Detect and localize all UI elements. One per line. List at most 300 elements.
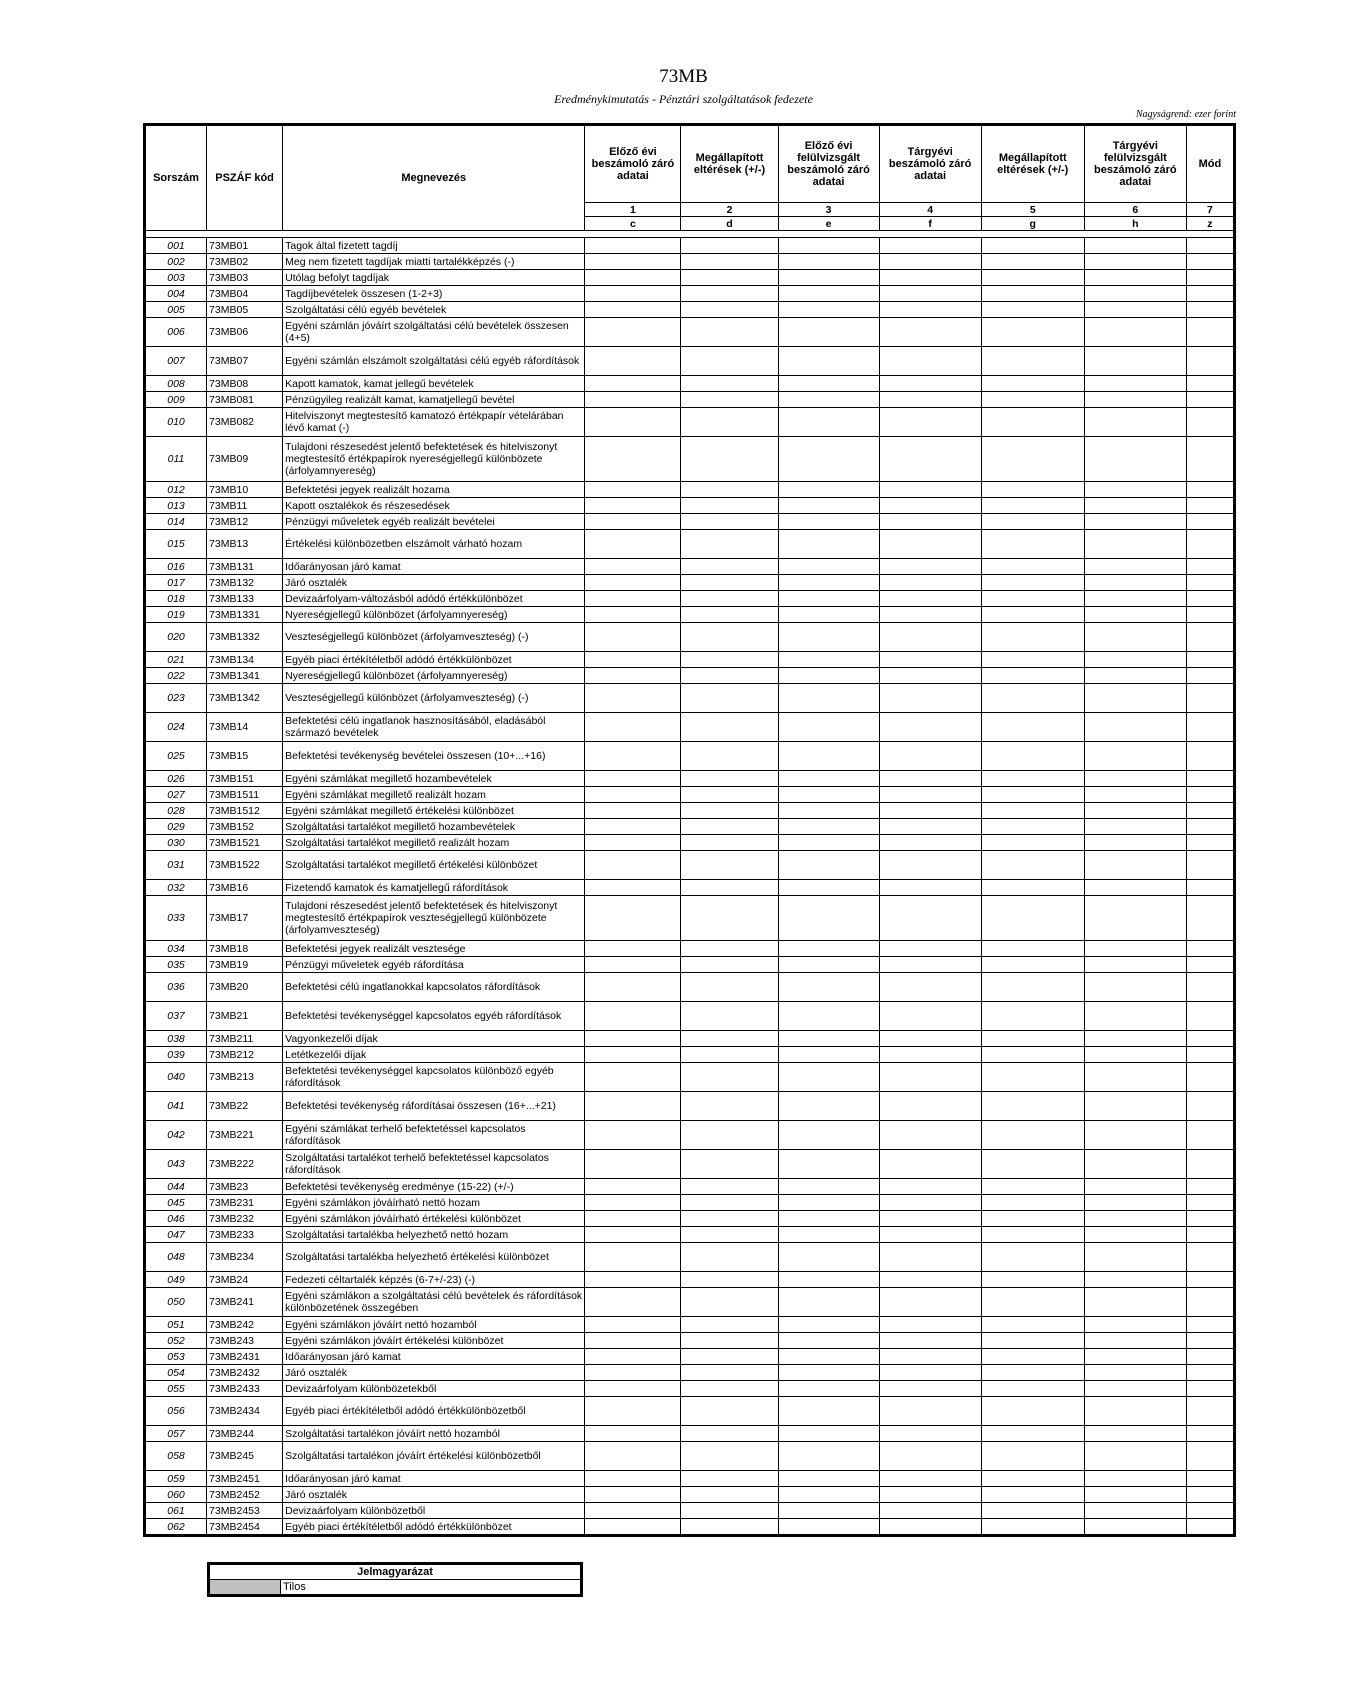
value-cell-col-3[interactable]: [778, 530, 879, 559]
value-cell-col-3[interactable]: [778, 1503, 879, 1519]
value-cell-col-3[interactable]: [778, 1365, 879, 1381]
value-cell-col-5[interactable]: [981, 270, 1084, 286]
value-cell-col-7[interactable]: [1186, 559, 1234, 575]
value-cell-col-1[interactable]: [585, 835, 681, 851]
value-cell-col-4[interactable]: [879, 1047, 981, 1063]
value-cell-col-2[interactable]: [681, 771, 778, 787]
value-cell-col-7[interactable]: [1186, 713, 1234, 742]
value-cell-col-3[interactable]: [778, 941, 879, 957]
value-cell-col-2[interactable]: [681, 408, 778, 437]
value-cell-col-2[interactable]: [681, 835, 778, 851]
value-cell-col-1[interactable]: [585, 941, 681, 957]
value-cell-col-1[interactable]: [585, 392, 681, 408]
value-cell-col-3[interactable]: [778, 1333, 879, 1349]
value-cell-col-7[interactable]: [1186, 1195, 1234, 1211]
value-cell-col-4[interactable]: [879, 408, 981, 437]
value-cell-col-5[interactable]: [981, 591, 1084, 607]
value-cell-col-5[interactable]: [981, 880, 1084, 896]
value-cell-col-3[interactable]: [778, 1211, 879, 1227]
value-cell-col-6[interactable]: [1084, 607, 1186, 623]
value-cell-col-4[interactable]: [879, 376, 981, 392]
value-cell-col-2[interactable]: [681, 880, 778, 896]
value-cell-col-3[interactable]: [778, 819, 879, 835]
value-cell-col-4[interactable]: [879, 771, 981, 787]
value-cell-col-6[interactable]: [1084, 514, 1186, 530]
value-cell-col-5[interactable]: [981, 771, 1084, 787]
value-cell-col-6[interactable]: [1084, 591, 1186, 607]
value-cell-col-7[interactable]: [1186, 408, 1234, 437]
value-cell-col-7[interactable]: [1186, 591, 1234, 607]
value-cell-col-1[interactable]: [585, 1179, 681, 1195]
value-cell-col-1[interactable]: [585, 302, 681, 318]
value-cell-col-6[interactable]: [1084, 1333, 1186, 1349]
value-cell-col-1[interactable]: [585, 1031, 681, 1047]
value-cell-col-1[interactable]: [585, 254, 681, 270]
value-cell-col-2[interactable]: [681, 1150, 778, 1179]
value-cell-col-5[interactable]: [981, 1381, 1084, 1397]
value-cell-col-5[interactable]: [981, 1002, 1084, 1031]
value-cell-col-4[interactable]: [879, 270, 981, 286]
value-cell-col-7[interactable]: [1186, 1397, 1234, 1426]
value-cell-col-2[interactable]: [681, 1381, 778, 1397]
value-cell-col-5[interactable]: [981, 302, 1084, 318]
value-cell-col-7[interactable]: [1186, 482, 1234, 498]
value-cell-col-6[interactable]: [1084, 1211, 1186, 1227]
value-cell-col-6[interactable]: [1084, 286, 1186, 302]
value-cell-col-7[interactable]: [1186, 880, 1234, 896]
value-cell-col-1[interactable]: [585, 1519, 681, 1536]
value-cell-col-4[interactable]: [879, 1092, 981, 1121]
value-cell-col-4[interactable]: [879, 835, 981, 851]
value-cell-col-1[interactable]: [585, 1047, 681, 1063]
value-cell-col-1[interactable]: [585, 347, 681, 376]
value-cell-col-3[interactable]: [778, 1227, 879, 1243]
value-cell-col-2[interactable]: [681, 302, 778, 318]
value-cell-col-7[interactable]: [1186, 787, 1234, 803]
value-cell-col-5[interactable]: [981, 575, 1084, 591]
value-cell-col-4[interactable]: [879, 880, 981, 896]
value-cell-col-2[interactable]: [681, 1288, 778, 1317]
value-cell-col-2[interactable]: [681, 1471, 778, 1487]
value-cell-col-3[interactable]: [778, 376, 879, 392]
value-cell-col-2[interactable]: [681, 684, 778, 713]
value-cell-col-5[interactable]: [981, 437, 1084, 482]
value-cell-col-3[interactable]: [778, 514, 879, 530]
value-cell-col-2[interactable]: [681, 238, 778, 254]
value-cell-col-7[interactable]: [1186, 318, 1234, 347]
value-cell-col-1[interactable]: [585, 1365, 681, 1381]
value-cell-col-1[interactable]: [585, 668, 681, 684]
value-cell-col-1[interactable]: [585, 376, 681, 392]
value-cell-col-5[interactable]: [981, 835, 1084, 851]
value-cell-col-7[interactable]: [1186, 1519, 1234, 1536]
value-cell-col-6[interactable]: [1084, 851, 1186, 880]
value-cell-col-2[interactable]: [681, 713, 778, 742]
value-cell-col-5[interactable]: [981, 623, 1084, 652]
value-cell-col-5[interactable]: [981, 1349, 1084, 1365]
value-cell-col-4[interactable]: [879, 1519, 981, 1536]
value-cell-col-1[interactable]: [585, 896, 681, 941]
value-cell-col-2[interactable]: [681, 1365, 778, 1381]
value-cell-col-5[interactable]: [981, 1063, 1084, 1092]
value-cell-col-5[interactable]: [981, 318, 1084, 347]
value-cell-col-3[interactable]: [778, 254, 879, 270]
value-cell-col-3[interactable]: [778, 607, 879, 623]
value-cell-col-3[interactable]: [778, 803, 879, 819]
value-cell-col-7[interactable]: [1186, 254, 1234, 270]
value-cell-col-7[interactable]: [1186, 896, 1234, 941]
value-cell-col-1[interactable]: [585, 1288, 681, 1317]
value-cell-col-4[interactable]: [879, 1121, 981, 1150]
value-cell-col-5[interactable]: [981, 668, 1084, 684]
value-cell-col-6[interactable]: [1084, 482, 1186, 498]
value-cell-col-5[interactable]: [981, 1195, 1084, 1211]
value-cell-col-7[interactable]: [1186, 803, 1234, 819]
value-cell-col-7[interactable]: [1186, 1288, 1234, 1317]
value-cell-col-2[interactable]: [681, 514, 778, 530]
value-cell-col-2[interactable]: [681, 591, 778, 607]
value-cell-col-3[interactable]: [778, 1179, 879, 1195]
value-cell-col-5[interactable]: [981, 530, 1084, 559]
value-cell-col-2[interactable]: [681, 896, 778, 941]
value-cell-col-7[interactable]: [1186, 819, 1234, 835]
value-cell-col-7[interactable]: [1186, 1442, 1234, 1471]
value-cell-col-6[interactable]: [1084, 1288, 1186, 1317]
value-cell-col-7[interactable]: [1186, 1349, 1234, 1365]
value-cell-col-6[interactable]: [1084, 376, 1186, 392]
value-cell-col-5[interactable]: [981, 1503, 1084, 1519]
value-cell-col-6[interactable]: [1084, 1092, 1186, 1121]
value-cell-col-2[interactable]: [681, 1227, 778, 1243]
value-cell-col-1[interactable]: [585, 1503, 681, 1519]
value-cell-col-4[interactable]: [879, 623, 981, 652]
value-cell-col-6[interactable]: [1084, 1442, 1186, 1471]
value-cell-col-7[interactable]: [1186, 835, 1234, 851]
value-cell-col-2[interactable]: [681, 742, 778, 771]
value-cell-col-5[interactable]: [981, 1442, 1084, 1471]
value-cell-col-3[interactable]: [778, 1031, 879, 1047]
value-cell-col-2[interactable]: [681, 376, 778, 392]
value-cell-col-5[interactable]: [981, 957, 1084, 973]
value-cell-col-7[interactable]: [1186, 575, 1234, 591]
value-cell-col-5[interactable]: [981, 1243, 1084, 1272]
value-cell-col-1[interactable]: [585, 575, 681, 591]
value-cell-col-2[interactable]: [681, 1031, 778, 1047]
value-cell-col-4[interactable]: [879, 668, 981, 684]
value-cell-col-1[interactable]: [585, 1121, 681, 1150]
value-cell-col-6[interactable]: [1084, 498, 1186, 514]
value-cell-col-2[interactable]: [681, 392, 778, 408]
value-cell-col-3[interactable]: [778, 318, 879, 347]
value-cell-col-2[interactable]: [681, 973, 778, 1002]
value-cell-col-6[interactable]: [1084, 408, 1186, 437]
value-cell-col-5[interactable]: [981, 742, 1084, 771]
value-cell-col-1[interactable]: [585, 408, 681, 437]
value-cell-col-1[interactable]: [585, 684, 681, 713]
value-cell-col-6[interactable]: [1084, 575, 1186, 591]
value-cell-col-5[interactable]: [981, 1487, 1084, 1503]
value-cell-col-2[interactable]: [681, 1317, 778, 1333]
value-cell-col-5[interactable]: [981, 1211, 1084, 1227]
value-cell-col-5[interactable]: [981, 851, 1084, 880]
value-cell-col-1[interactable]: [585, 318, 681, 347]
value-cell-col-4[interactable]: [879, 742, 981, 771]
value-cell-col-5[interactable]: [981, 376, 1084, 392]
value-cell-col-1[interactable]: [585, 851, 681, 880]
value-cell-col-5[interactable]: [981, 1047, 1084, 1063]
value-cell-col-6[interactable]: [1084, 530, 1186, 559]
value-cell-col-2[interactable]: [681, 1092, 778, 1121]
value-cell-col-1[interactable]: [585, 713, 681, 742]
value-cell-col-2[interactable]: [681, 1121, 778, 1150]
value-cell-col-4[interactable]: [879, 1272, 981, 1288]
value-cell-col-2[interactable]: [681, 787, 778, 803]
value-cell-col-2[interactable]: [681, 1047, 778, 1063]
value-cell-col-3[interactable]: [778, 1002, 879, 1031]
value-cell-col-5[interactable]: [981, 652, 1084, 668]
value-cell-col-5[interactable]: [981, 973, 1084, 1002]
value-cell-col-3[interactable]: [778, 957, 879, 973]
value-cell-col-4[interactable]: [879, 851, 981, 880]
value-cell-col-5[interactable]: [981, 559, 1084, 575]
value-cell-col-6[interactable]: [1084, 1227, 1186, 1243]
value-cell-col-5[interactable]: [981, 498, 1084, 514]
value-cell-col-2[interactable]: [681, 607, 778, 623]
value-cell-col-6[interactable]: [1084, 1121, 1186, 1150]
value-cell-col-5[interactable]: [981, 713, 1084, 742]
value-cell-col-4[interactable]: [879, 1333, 981, 1349]
value-cell-col-5[interactable]: [981, 482, 1084, 498]
value-cell-col-5[interactable]: [981, 1519, 1084, 1536]
value-cell-col-1[interactable]: [585, 1471, 681, 1487]
value-cell-col-3[interactable]: [778, 896, 879, 941]
value-cell-col-2[interactable]: [681, 575, 778, 591]
value-cell-col-5[interactable]: [981, 1179, 1084, 1195]
value-cell-col-6[interactable]: [1084, 803, 1186, 819]
value-cell-col-3[interactable]: [778, 1063, 879, 1092]
value-cell-col-3[interactable]: [778, 1121, 879, 1150]
value-cell-col-2[interactable]: [681, 530, 778, 559]
value-cell-col-7[interactable]: [1186, 957, 1234, 973]
value-cell-col-2[interactable]: [681, 1503, 778, 1519]
value-cell-col-7[interactable]: [1186, 1211, 1234, 1227]
value-cell-col-1[interactable]: [585, 652, 681, 668]
value-cell-col-2[interactable]: [681, 941, 778, 957]
value-cell-col-1[interactable]: [585, 957, 681, 973]
value-cell-col-3[interactable]: [778, 482, 879, 498]
value-cell-col-5[interactable]: [981, 1092, 1084, 1121]
value-cell-col-1[interactable]: [585, 973, 681, 1002]
value-cell-col-1[interactable]: [585, 530, 681, 559]
value-cell-col-1[interactable]: [585, 1002, 681, 1031]
value-cell-col-5[interactable]: [981, 1031, 1084, 1047]
value-cell-col-6[interactable]: [1084, 559, 1186, 575]
value-cell-col-1[interactable]: [585, 514, 681, 530]
value-cell-col-6[interactable]: [1084, 1002, 1186, 1031]
value-cell-col-6[interactable]: [1084, 941, 1186, 957]
value-cell-col-1[interactable]: [585, 437, 681, 482]
value-cell-col-2[interactable]: [681, 1519, 778, 1536]
value-cell-col-1[interactable]: [585, 559, 681, 575]
value-cell-col-6[interactable]: [1084, 957, 1186, 973]
value-cell-col-3[interactable]: [778, 559, 879, 575]
value-cell-col-7[interactable]: [1186, 238, 1234, 254]
value-cell-col-7[interactable]: [1186, 684, 1234, 713]
value-cell-col-4[interactable]: [879, 1288, 981, 1317]
value-cell-col-4[interactable]: [879, 591, 981, 607]
value-cell-col-2[interactable]: [681, 957, 778, 973]
value-cell-col-2[interactable]: [681, 1195, 778, 1211]
value-cell-col-4[interactable]: [879, 1487, 981, 1503]
value-cell-col-5[interactable]: [981, 941, 1084, 957]
value-cell-col-1[interactable]: [585, 742, 681, 771]
value-cell-col-4[interactable]: [879, 498, 981, 514]
value-cell-col-3[interactable]: [778, 286, 879, 302]
value-cell-col-7[interactable]: [1186, 771, 1234, 787]
value-cell-col-1[interactable]: [585, 803, 681, 819]
value-cell-col-3[interactable]: [778, 1092, 879, 1121]
value-cell-col-2[interactable]: [681, 347, 778, 376]
value-cell-col-7[interactable]: [1186, 437, 1234, 482]
value-cell-col-6[interactable]: [1084, 318, 1186, 347]
value-cell-col-6[interactable]: [1084, 1365, 1186, 1381]
value-cell-col-3[interactable]: [778, 270, 879, 286]
value-cell-col-7[interactable]: [1186, 1272, 1234, 1288]
value-cell-col-6[interactable]: [1084, 684, 1186, 713]
value-cell-col-7[interactable]: [1186, 1317, 1234, 1333]
value-cell-col-3[interactable]: [778, 1150, 879, 1179]
value-cell-col-6[interactable]: [1084, 787, 1186, 803]
value-cell-col-4[interactable]: [879, 973, 981, 1002]
value-cell-col-7[interactable]: [1186, 1121, 1234, 1150]
value-cell-col-7[interactable]: [1186, 1179, 1234, 1195]
value-cell-col-6[interactable]: [1084, 880, 1186, 896]
value-cell-col-7[interactable]: [1186, 1426, 1234, 1442]
value-cell-col-4[interactable]: [879, 530, 981, 559]
value-cell-col-1[interactable]: [585, 623, 681, 652]
value-cell-col-1[interactable]: [585, 1092, 681, 1121]
value-cell-col-6[interactable]: [1084, 347, 1186, 376]
value-cell-col-2[interactable]: [681, 1397, 778, 1426]
value-cell-col-6[interactable]: [1084, 623, 1186, 652]
value-cell-col-5[interactable]: [981, 1227, 1084, 1243]
value-cell-col-4[interactable]: [879, 254, 981, 270]
value-cell-col-6[interactable]: [1084, 1317, 1186, 1333]
value-cell-col-7[interactable]: [1186, 973, 1234, 1002]
value-cell-col-2[interactable]: [681, 1487, 778, 1503]
value-cell-col-4[interactable]: [879, 1031, 981, 1047]
value-cell-col-6[interactable]: [1084, 1195, 1186, 1211]
value-cell-col-3[interactable]: [778, 1243, 879, 1272]
value-cell-col-7[interactable]: [1186, 514, 1234, 530]
value-cell-col-4[interactable]: [879, 318, 981, 347]
value-cell-col-4[interactable]: [879, 1471, 981, 1487]
value-cell-col-3[interactable]: [778, 1519, 879, 1536]
value-cell-col-2[interactable]: [681, 623, 778, 652]
value-cell-col-7[interactable]: [1186, 1002, 1234, 1031]
value-cell-col-6[interactable]: [1084, 437, 1186, 482]
value-cell-col-2[interactable]: [681, 1002, 778, 1031]
value-cell-col-1[interactable]: [585, 591, 681, 607]
value-cell-col-1[interactable]: [585, 607, 681, 623]
value-cell-col-3[interactable]: [778, 713, 879, 742]
value-cell-col-4[interactable]: [879, 787, 981, 803]
value-cell-col-7[interactable]: [1186, 1471, 1234, 1487]
value-cell-col-7[interactable]: [1186, 1150, 1234, 1179]
value-cell-col-6[interactable]: [1084, 713, 1186, 742]
value-cell-col-1[interactable]: [585, 482, 681, 498]
value-cell-col-2[interactable]: [681, 1243, 778, 1272]
value-cell-col-5[interactable]: [981, 803, 1084, 819]
value-cell-col-2[interactable]: [681, 1333, 778, 1349]
value-cell-col-4[interactable]: [879, 1381, 981, 1397]
value-cell-col-2[interactable]: [681, 1211, 778, 1227]
value-cell-col-6[interactable]: [1084, 1272, 1186, 1288]
value-cell-col-1[interactable]: [585, 1426, 681, 1442]
value-cell-col-5[interactable]: [981, 347, 1084, 376]
value-cell-col-1[interactable]: [585, 1381, 681, 1397]
value-cell-col-3[interactable]: [778, 392, 879, 408]
value-cell-col-6[interactable]: [1084, 1031, 1186, 1047]
value-cell-col-3[interactable]: [778, 742, 879, 771]
value-cell-col-1[interactable]: [585, 1150, 681, 1179]
value-cell-col-7[interactable]: [1186, 1365, 1234, 1381]
value-cell-col-7[interactable]: [1186, 851, 1234, 880]
value-cell-col-4[interactable]: [879, 1179, 981, 1195]
value-cell-col-3[interactable]: [778, 1442, 879, 1471]
value-cell-col-4[interactable]: [879, 286, 981, 302]
value-cell-col-2[interactable]: [681, 270, 778, 286]
value-cell-col-5[interactable]: [981, 514, 1084, 530]
value-cell-col-1[interactable]: [585, 1063, 681, 1092]
value-cell-col-1[interactable]: [585, 1227, 681, 1243]
value-cell-col-2[interactable]: [681, 437, 778, 482]
value-cell-col-4[interactable]: [879, 1349, 981, 1365]
value-cell-col-1[interactable]: [585, 771, 681, 787]
value-cell-col-7[interactable]: [1186, 270, 1234, 286]
value-cell-col-7[interactable]: [1186, 302, 1234, 318]
value-cell-col-7[interactable]: [1186, 498, 1234, 514]
value-cell-col-4[interactable]: [879, 1063, 981, 1092]
value-cell-col-4[interactable]: [879, 941, 981, 957]
value-cell-col-5[interactable]: [981, 1397, 1084, 1426]
value-cell-col-7[interactable]: [1186, 392, 1234, 408]
value-cell-col-3[interactable]: [778, 1487, 879, 1503]
value-cell-col-4[interactable]: [879, 1365, 981, 1381]
value-cell-col-4[interactable]: [879, 1227, 981, 1243]
value-cell-col-2[interactable]: [681, 1426, 778, 1442]
value-cell-col-2[interactable]: [681, 803, 778, 819]
value-cell-col-7[interactable]: [1186, 1031, 1234, 1047]
value-cell-col-2[interactable]: [681, 559, 778, 575]
value-cell-col-3[interactable]: [778, 1288, 879, 1317]
value-cell-col-1[interactable]: [585, 1243, 681, 1272]
value-cell-col-2[interactable]: [681, 482, 778, 498]
value-cell-col-6[interactable]: [1084, 1179, 1186, 1195]
value-cell-col-6[interactable]: [1084, 1397, 1186, 1426]
value-cell-col-6[interactable]: [1084, 302, 1186, 318]
value-cell-col-1[interactable]: [585, 1272, 681, 1288]
value-cell-col-4[interactable]: [879, 1002, 981, 1031]
value-cell-col-7[interactable]: [1186, 668, 1234, 684]
value-cell-col-2[interactable]: [681, 1063, 778, 1092]
value-cell-col-2[interactable]: [681, 318, 778, 347]
value-cell-col-7[interactable]: [1186, 1487, 1234, 1503]
value-cell-col-7[interactable]: [1186, 623, 1234, 652]
value-cell-col-5[interactable]: [981, 1317, 1084, 1333]
value-cell-col-5[interactable]: [981, 1333, 1084, 1349]
value-cell-col-4[interactable]: [879, 238, 981, 254]
